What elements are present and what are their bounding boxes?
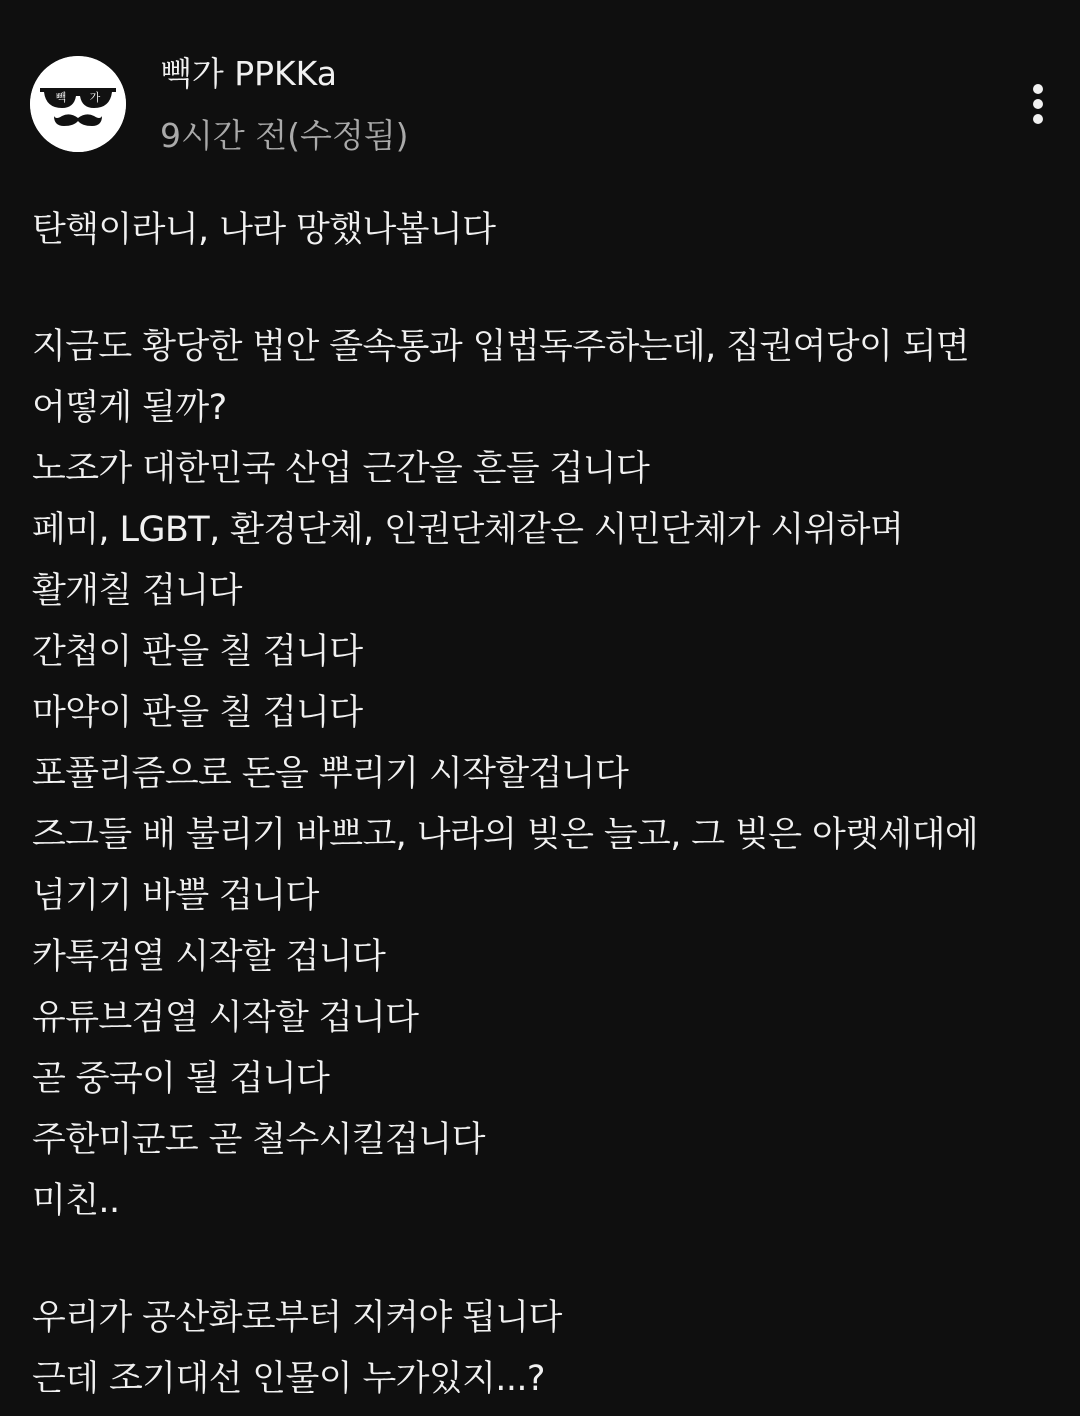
comment-timestamp: 9시간 전(수정됨) (160, 116, 409, 155)
more-options-button[interactable] (1014, 78, 1062, 130)
comment-line: 즈그들 배 불리기 바쁘고, 나라의 빚은 늘고, 그 빚은 아랫세대에 (32, 815, 979, 855)
avatar-lens-right: 가 (89, 91, 101, 104)
comment-line: 활개칠 겁니다 (32, 571, 242, 611)
avatar[interactable] (30, 56, 126, 152)
comment-line: 근데 조기대선 인물이 누가있지...? (32, 1359, 545, 1399)
comment-header (0, 0, 1080, 170)
comment-line: 주한미군도 곧 철수시킬겁니다 (32, 1120, 485, 1160)
comment-line: 탄핵이라니, 나라 망했나봅니다 (32, 210, 496, 250)
comment-line: 곧 중국이 될 겁니다 (32, 1059, 330, 1099)
comment-line: 마약이 판을 칠 겁니다 (32, 693, 363, 733)
comment-line: 간첩이 판을 칠 겁니다 (32, 632, 363, 672)
comment-line: 어떻게 될까? (32, 388, 227, 428)
comment-body (32, 200, 1062, 1410)
comment-blank-line (32, 261, 1062, 317)
comment-line: 포퓰리즘으로 돈을 뿌리기 시작할겁니다 (32, 754, 629, 794)
comment-line: 넘기기 바쁠 겁니다 (32, 876, 319, 916)
comment-line: 노조가 대한민국 산업 근간을 흔들 겁니다 (32, 449, 650, 489)
comment-line: 지금도 황당한 법안 졸속통과 입법독주하는데, 집권여당이 되면 (32, 327, 970, 367)
comment-line: 미친.. (32, 1181, 120, 1221)
comment-author[interactable]: 빽가 PPKKa (160, 54, 337, 93)
comment-line: 우리가 공산화로부터 지켜야 됩니다 (32, 1298, 562, 1338)
comment-blank-line (32, 1232, 1062, 1288)
avatar-lens-left: 빽 (55, 91, 67, 104)
comment-line: 페미, LGBT, 환경단체, 인권단체같은 시민단체가 시위하며 (32, 510, 904, 550)
comment-line: 카톡검열 시작할 겁니다 (32, 937, 386, 977)
sunglasses-mustache-icon (30, 56, 126, 152)
more-vert-icon (1033, 84, 1043, 94)
comment-line: 유튜브검열 시작할 겁니다 (32, 998, 419, 1038)
